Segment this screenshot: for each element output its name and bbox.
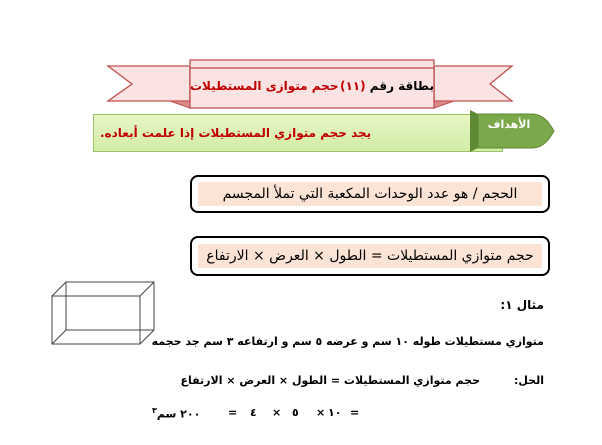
title-ribbon (0, 0, 602, 120)
cuboid-figure (48, 278, 160, 350)
card-title (190, 73, 434, 99)
solution-formula: حجم متوازي المستطيلات = الطول × العرض × الارتفاع (180, 374, 480, 387)
goals-tab-label: الأهداف (487, 118, 531, 131)
card-label: بطاقة رقم (369, 79, 434, 93)
calculation-line (150, 406, 370, 426)
goals-text: يجد حجم متوازي المستطيلات إذا علمت أبعاده. (100, 126, 372, 140)
calc-equals-1: = (350, 406, 360, 419)
solution-label: الحل: (513, 374, 544, 387)
card-number: (١١) (339, 79, 366, 93)
formula-text: حجم متوازي المستطيلات = الطول × العرض × الارتفاع (198, 244, 542, 268)
calc-width: ٥ (292, 406, 299, 419)
calc-times-1: × (316, 406, 326, 419)
card-topic: حجم متوازى المستطيلات (190, 79, 339, 93)
calc-result: ٢٠٠ سم$^٣$ (152, 406, 201, 421)
calc-times-2: × (272, 406, 282, 419)
definition-text: الحجم / هو عدد الوحدات المكعبة التي تملأ المجسم (198, 182, 542, 206)
example-problem: متوازي مستطيلات طوله ١٠ سم و عرضه ٥ سم و ارتفاعه ٣ سم جد حجمه (151, 335, 544, 348)
example-heading: مثال ١: (500, 298, 544, 312)
calc-height: ٤ (250, 406, 257, 419)
calc-length: ١٠ (328, 406, 342, 419)
calc-equals-2: = (228, 406, 238, 419)
